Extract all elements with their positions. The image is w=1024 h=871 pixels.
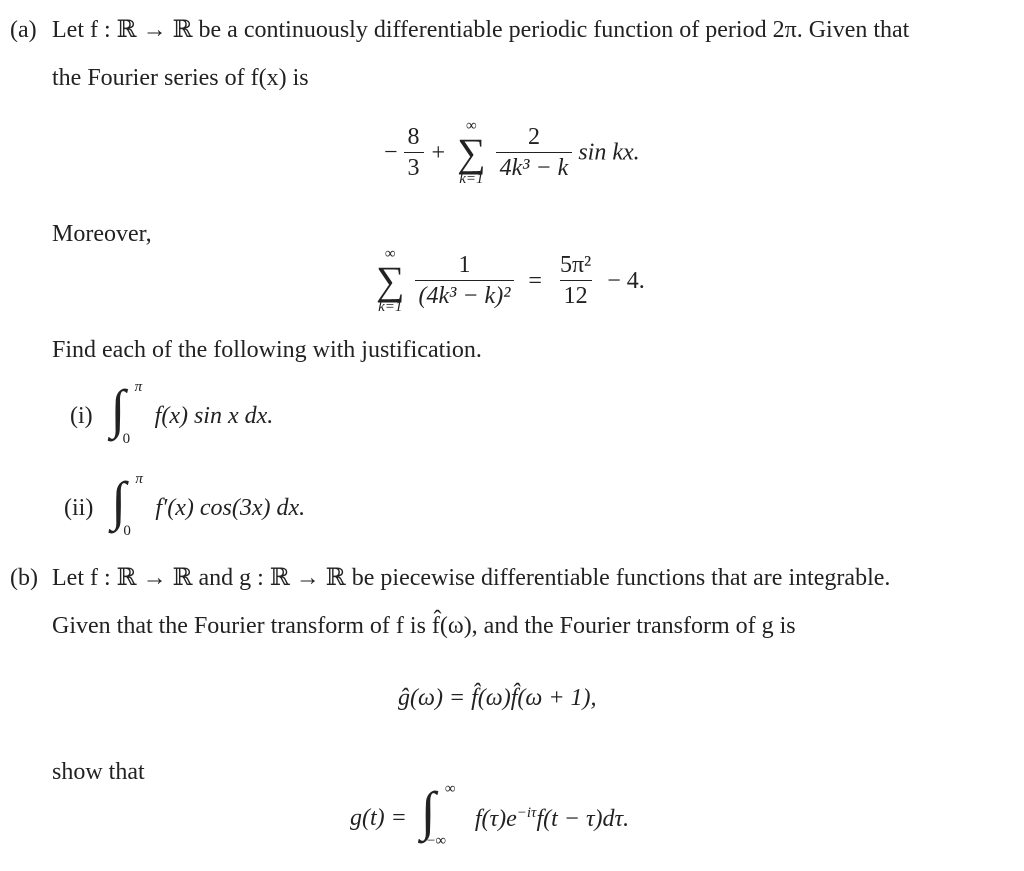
result-integrand-a: f(τ)e [474, 805, 517, 832]
identity-lhs-fraction [415, 253, 515, 308]
sigma-icon: ∑ [457, 129, 486, 175]
identity-lhs-denominator: (4k³ − k)² [415, 280, 515, 308]
series-summation [457, 118, 486, 187]
show-that-text: show that [52, 759, 145, 785]
sum-identity-equation [372, 246, 645, 315]
item-ii-row [64, 471, 306, 539]
identity-rhs-numerator: 5π² [559, 252, 592, 278]
integral-icon: ∫ [420, 781, 436, 841]
series-constant-denominator: 3 [404, 152, 424, 180]
item-i-label: (i) [70, 403, 93, 429]
item-ii-integrand: f′(x) cos(3x) dx. [155, 495, 306, 521]
result-integrand-b: f(t − τ)dτ. [536, 805, 630, 832]
identity-sum-upper: ∞ [384, 246, 396, 262]
item-ii-lower-limit: 0 [123, 523, 131, 539]
item-i-upper-limit: π [134, 379, 143, 395]
part-b-label: (b) [10, 565, 38, 591]
item-ii-label: (ii) [64, 495, 94, 521]
identity-lhs-numerator: 1 [458, 252, 471, 278]
item-i-integrand: f(x) sin x dx. [154, 403, 274, 429]
item-i-integral [109, 379, 149, 447]
result-lhs: g(t) = [350, 805, 407, 831]
series-coefficient-fraction [496, 125, 573, 180]
result-integrand-exponent: −iτ [516, 804, 537, 821]
series-minus-sign: − [384, 139, 398, 166]
integral-icon: ∫ [110, 379, 126, 439]
sigma-icon: ∑ [376, 257, 405, 303]
series-term: sin kx. [578, 139, 640, 166]
item-ii-integral [109, 471, 149, 539]
series-sum-lower: k=1 [459, 170, 484, 187]
series-sum-upper: ∞ [466, 118, 477, 134]
moreover-text: Moreover, [52, 221, 152, 247]
series-coefficient-numerator: 2 [527, 124, 540, 150]
identity-rhs-denominator: 12 [560, 280, 592, 308]
series-constant-fraction [404, 125, 424, 180]
part-a-intro-line1: Let f : ℝ → ℝ be a continuously differentiable periodic function of period 2π. Given that [52, 17, 910, 43]
identity-sum-lower: k=1 [378, 298, 403, 315]
integral-icon: ∫ [111, 471, 127, 531]
result-integrand [475, 806, 629, 832]
transform-equation: ĝ(ω) = f̂(ω)f̂(ω + 1), [398, 685, 597, 711]
result-upper-limit: ∞ [444, 781, 456, 797]
identity-equals-sign: = [528, 267, 542, 294]
part-b-line2: Given that the Fourier transform of f is f̂(ω), and the Fourier transform of g is [52, 613, 796, 639]
series-coefficient-denominator: 4k³ − k [496, 152, 573, 180]
identity-rhs-tail: − 4. [607, 267, 645, 294]
result-lower-limit: −∞ [426, 833, 447, 849]
identity-summation [376, 246, 405, 315]
fourier-series-equation [384, 118, 640, 187]
result-equation [350, 781, 630, 849]
result-integral [419, 781, 469, 849]
find-instruction: Find each of the following with justification. [52, 337, 482, 363]
item-i-row [70, 379, 274, 447]
item-i-lower-limit: 0 [122, 431, 131, 447]
series-plus-sign: + [431, 139, 446, 166]
part-a-label: (a) [10, 17, 37, 43]
series-constant-numerator: 8 [407, 124, 420, 150]
part-b-line1: Let f : ℝ → ℝ and g : ℝ → ℝ be piecewise differentiable functions that are integrable. [52, 565, 891, 591]
part-a-intro-line2: the Fourier series of f(x) is [52, 65, 309, 91]
item-ii-upper-limit: π [135, 471, 143, 487]
identity-rhs-fraction [556, 253, 595, 308]
